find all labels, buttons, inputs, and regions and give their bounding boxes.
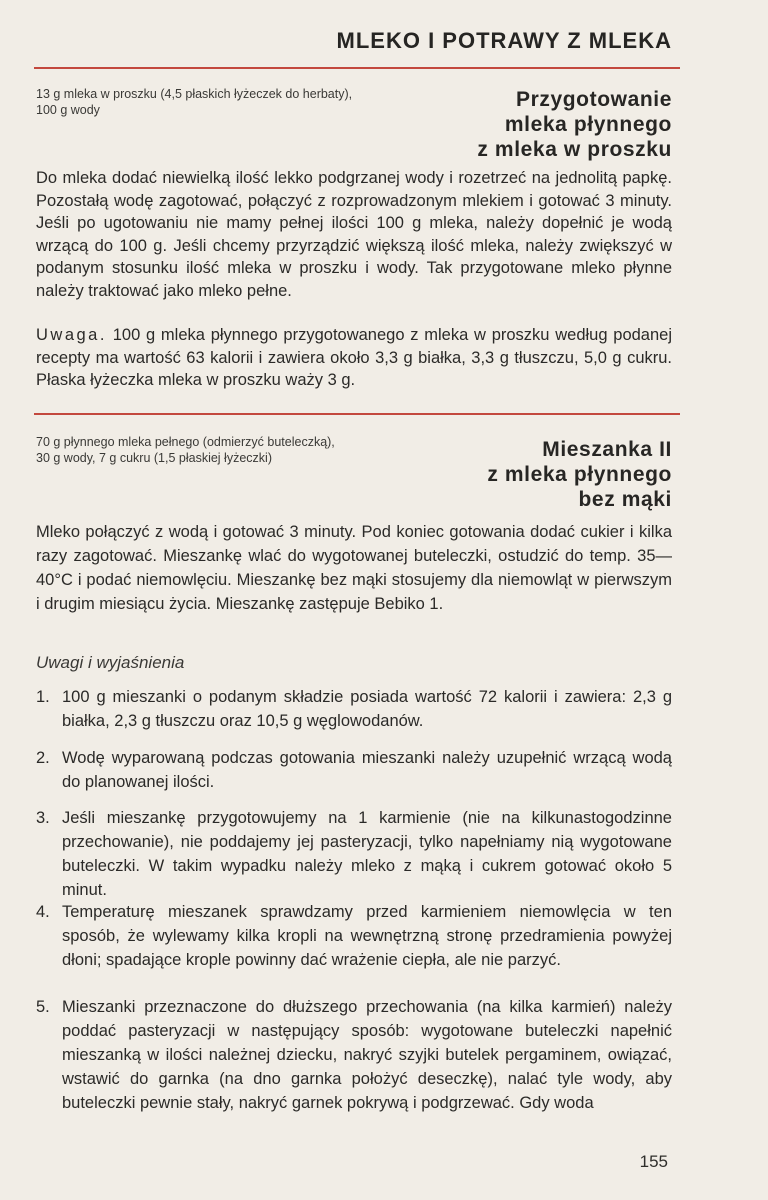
note-number: 5. xyxy=(36,998,50,1016)
title-line: Mieszanka II xyxy=(542,438,672,461)
note-number: 1. xyxy=(36,688,50,706)
ingredient-line: 100 g wody xyxy=(36,103,100,117)
note-text: Jeśli mieszankę przygotowujemy na 1 karmienie (nie na kilkunastogodzinne przechowanie), nie poddajemy jej pasteryzacji, tylko napełniamy nią wygotowane buteleczki. W takim wypadku należy mleko z mąką i cukrem gotować około 5 minut. xyxy=(62,809,672,899)
note-item xyxy=(36,685,672,733)
note-item xyxy=(36,746,672,794)
note-number: 3. xyxy=(36,809,50,827)
header-divider xyxy=(34,67,680,69)
ingredient-line: 70 g płynnego mleka pełnego (odmierzyć buteleczką), xyxy=(36,435,335,449)
recipe2-instructions: Mleko połączyć z wodą i gotować 3 minuty. Pod koniec gotowania dodać cukier i kilka razy zagotować. Mieszankę wlać do wygotowanej buteleczki, ostudzić do temp. 35—40°C i podać niemowlęciu. Mieszankę bez mąki stosujemy dla niemowląt w pierwszym i drugim miesiącu życia. Mieszankę zastępuje Bebiko 1. xyxy=(36,523,672,613)
note-text: Mieszanki przeznaczone do dłuższego przechowania (na kilka karmień) należy poddać pasteryzacji w następujący sposób: wygotowane buteleczki napełnić mieszanką w ilości należnej dziecku, nakryć szyjki butelek pergaminem, owiązać, wstawić do garnka (na dno garnka położyć deseczkę), nalać tyle wody, aby buteleczki pewnie stały, nakryć garnek pokrywą i podgrzewać. Gdy woda xyxy=(62,998,672,1112)
section-divider xyxy=(34,413,680,415)
title-line: mleka płynnego xyxy=(504,113,672,136)
ingredient-line: 30 g wody, 7 g cukru (1,5 płaskiej łyżeczki) xyxy=(36,451,272,465)
note-text: Wodę wyparowaną podczas gotowania mieszanki należy uzupełnić wrzącą wodą do planowanej ilości. xyxy=(62,749,672,791)
running-header: MLEKO I POTRAWY Z MLEKA xyxy=(336,28,672,53)
title-line: Przygotowanie xyxy=(516,88,672,111)
note-number: 4. xyxy=(36,903,50,921)
note-item xyxy=(36,900,672,972)
note-label: Uwaga. xyxy=(36,326,107,344)
title-line: z mleka w proszku xyxy=(477,138,672,161)
note-text: Temperaturę mieszanek sprawdzamy przed karmieniem niemowlęcia w ten sposób, że wylewamy kilka kropli na wewnętrzną stronę przedramienia powyżej dłoni; spadające krople powinny dać wrażenie ciepła, ale nie parzyć. xyxy=(62,903,672,969)
page-number: 155 xyxy=(639,1152,668,1171)
recipe1-instructions: Do mleka dodać niewielką ilość lekko podgrzanej wody i rozetrzeć na jednolitą papkę. Pozostałą wodę zagotować, połączyć z rozprowadzonym mlekiem i gotować 3 minuty. Jeśli po ugotowaniu nie mamy pełnej ilości 100 g mleka, należy dopełnić je wodą wrzącą do 100 g. Jeśli chcemy przyrządzić większą ilość mleka, należy zwiększyć w podanym stosunku ilość mleka w proszku i wody. Tak przygotowane mleko płynne należy traktować jako mleko pełne. xyxy=(36,169,672,300)
recipe1-title xyxy=(477,87,672,162)
notes-heading: Uwagi i wyjaśnienia xyxy=(36,653,185,672)
recipe1-ingredients xyxy=(36,86,352,118)
recipe1-note xyxy=(36,324,672,392)
ingredient-line: 13 g mleka w proszku (4,5 płaskich łyżeczek do herbaty), xyxy=(36,87,353,101)
note-item xyxy=(36,995,672,1115)
note-text: 100 g mieszanki o podanym składzie posiada wartość 72 kalorii i zawiera: 2,3 g białka, 2,3 g tłuszczu oraz 10,5 g węglowodanów. xyxy=(62,688,672,730)
note-item xyxy=(36,806,672,902)
title-line: z mleka płynnego xyxy=(487,463,672,486)
note-text: 100 g mleka płynnego przygotowanego z mleka w proszku według podanej recepty ma wartość 63 kalorii i zawiera około 3,3 g białka, 3,3 g tłuszczu, 5,0 g cukru. Płaska łyżeczka mleka w proszku waży 3 g. xyxy=(36,326,672,389)
title-line: bez mąki xyxy=(578,488,672,511)
note-number: 2. xyxy=(36,749,50,767)
recipe2-ingredients xyxy=(36,434,335,466)
recipe2-title xyxy=(487,437,672,512)
